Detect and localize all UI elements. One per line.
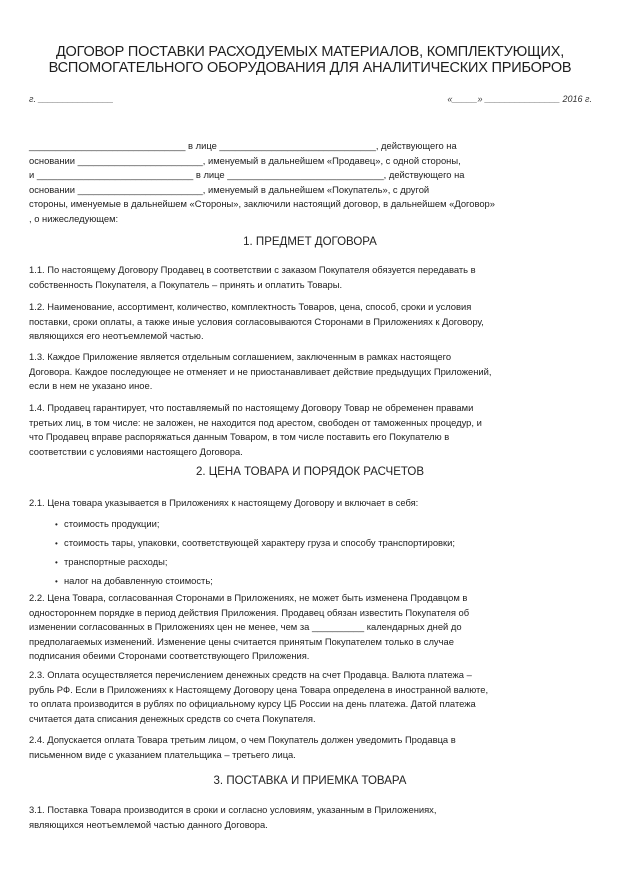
list-item: • стоимость тары, упаковки, соответствующей характеру груза и способу транспортировки; xyxy=(55,534,455,553)
preamble-line: , о нижеследующем: xyxy=(29,212,119,224)
clause-line: изменении согласованных в Приложениях цен не менее, чем за __________ календарных дней до xyxy=(29,621,462,633)
clause-line: третьих лиц, в том числе: не заложен, не находится под арестом, свободен от таможенных процедур, и xyxy=(29,416,482,428)
section-heading: 2. ЦЕНА ТОВАРА И ПОРЯДОК РАСЧЕТОВ xyxy=(195,466,425,478)
preamble-line: основании ________________________, именуемый в дальнейшем «Покупатель», с другой xyxy=(29,183,430,195)
date-field: «_____» _______________ 2016 г. xyxy=(447,94,592,104)
clause-line: одностороннем порядке в период действия Приложения. Продавец обязан известить Покупателя об xyxy=(29,606,470,618)
clause-line: 2.1. Цена товара указывается в Приложениях к настоящему Договору и включает в себя: xyxy=(29,497,419,508)
section-heading: 3. ПОСТАВКА И ПРИЕМКА ТОВАРА xyxy=(213,775,407,787)
clause-line: 1.2. Наименование, ассортимент, количество, комплектность Товаров, цена, способ, сроки и условия xyxy=(29,301,472,312)
list-item: • транспортные расходы; xyxy=(55,553,455,572)
clause-line: собственность Покупателя, а Покупатель – принять и оплатить Товары. xyxy=(29,278,343,290)
city-field: г. _______________ xyxy=(29,94,114,104)
clause-line: являющихся неотъемлемой частью данного Договора. xyxy=(29,818,268,830)
clause-2-2 xyxy=(29,591,593,664)
list-item: • стоимость продукции; xyxy=(55,515,455,534)
clause-line: рубль РФ. Если в Приложениях к Настоящему Договору цена Товара определена в иностранной валюте, xyxy=(29,683,489,695)
clause-1-3 xyxy=(29,350,593,394)
preamble-line: и ______________________________ в лице ______________________________, действующего на xyxy=(29,169,465,181)
clause-line: 1.4. Продавец гарантирует, что поставляемый по настоящему Договору Товар не обременен правами xyxy=(29,402,474,413)
clause-line: 2.4. Допускается оплата Товара третьим лицом, о чем Покупатель должен уведомить Продавца в xyxy=(29,734,456,745)
clause-line: подписания обеими Сторонами соответствующего Приложения. xyxy=(29,650,310,662)
title-line: ДОГОВОР ПОСТАВКИ РАСХОДУЕМЫХ МАТЕРИАЛОВ, КОМПЛЕКТУЮЩИХ, xyxy=(55,44,565,60)
clause-line: 3.1. Поставка Товара производится в сроки и согласно условиям, указанным в Приложениях, xyxy=(29,804,437,815)
clause-line: 2.3. Оплата осуществляется перечислением денежных средств на счет Продавца. Валюта платежа – xyxy=(29,669,472,680)
clause-line: письменном виде с указанием плательщика – третьего лица. xyxy=(29,748,296,760)
clause-line: поставки, сроки оплаты, а также иные условия согласовываются Сторонами в Приложениях к Договору, xyxy=(29,315,484,327)
preamble xyxy=(29,139,593,227)
preamble-line: стороны, именуемые в дальнейшем «Стороны», заключили настоящий договор, в дальнейшем «Договор» xyxy=(29,198,495,210)
document-title xyxy=(0,44,620,76)
clause-line: то оплата производится в рублях по официальному курсу ЦБ России на день платежа. Датой платежа xyxy=(29,698,476,710)
clause-line: 1.1. По настоящему Договору Продавец в соответствии с заказом Покупателя обязуется передавать в xyxy=(29,264,476,275)
price-components-list xyxy=(55,515,455,591)
clause-line: что Продавец вправе распоряжаться данным Товаром, в том числе поставить его Покупателю в xyxy=(29,431,450,443)
clause-line: если в нем не указано иное. xyxy=(29,380,153,392)
section-heading: 1. ПРЕДМЕТ ДОГОВОРА xyxy=(243,236,377,248)
clause-1-2 xyxy=(29,300,593,344)
clause-line: Договора. Каждое последующее не отменяет и не приостанавливает действие предыдущих Приложений, xyxy=(29,365,492,377)
clause-line: 2.2. Цена Товара, согласованная Сторонами в Приложениях, не может быть изменена Продавцом в xyxy=(29,592,468,603)
clause-1-4 xyxy=(29,401,593,459)
list-item: • налог на добавленную стоимость; xyxy=(55,572,455,591)
clause-1-1 xyxy=(29,263,593,292)
clause-3-1 xyxy=(29,803,593,832)
clause-line: считается дата списания денежных средств со счета Покупателя. xyxy=(29,712,316,724)
clause-2-3 xyxy=(29,668,593,726)
clause-line: соответствии с условиями настоящего Договора. xyxy=(29,445,243,457)
clause-line: предполагаемых изменений. Изменение цены считается принятым Покупателем только в случае xyxy=(29,635,454,647)
clause-line: являющихся его неотъемлемой частью. xyxy=(29,330,204,342)
title-line: ВСПОМОГАТЕЛЬНОГО ОБОРУДОВАНИЯ ДЛЯ АНАЛИТИЧЕСКИХ ПРИБОРОВ xyxy=(48,60,572,76)
clause-2-4 xyxy=(29,733,593,762)
clause-line: 1.3. Каждое Приложение является отдельным соглашением, заключенным в рамках настоящего xyxy=(29,351,452,362)
preamble-line: ______________________________ в лице ______________________________, действующего на xyxy=(29,140,457,151)
clause-2-1 xyxy=(29,496,593,511)
preamble-line: основании ________________________, именуемый в дальнейшем «Продавец», с одной стороны, xyxy=(29,154,461,166)
